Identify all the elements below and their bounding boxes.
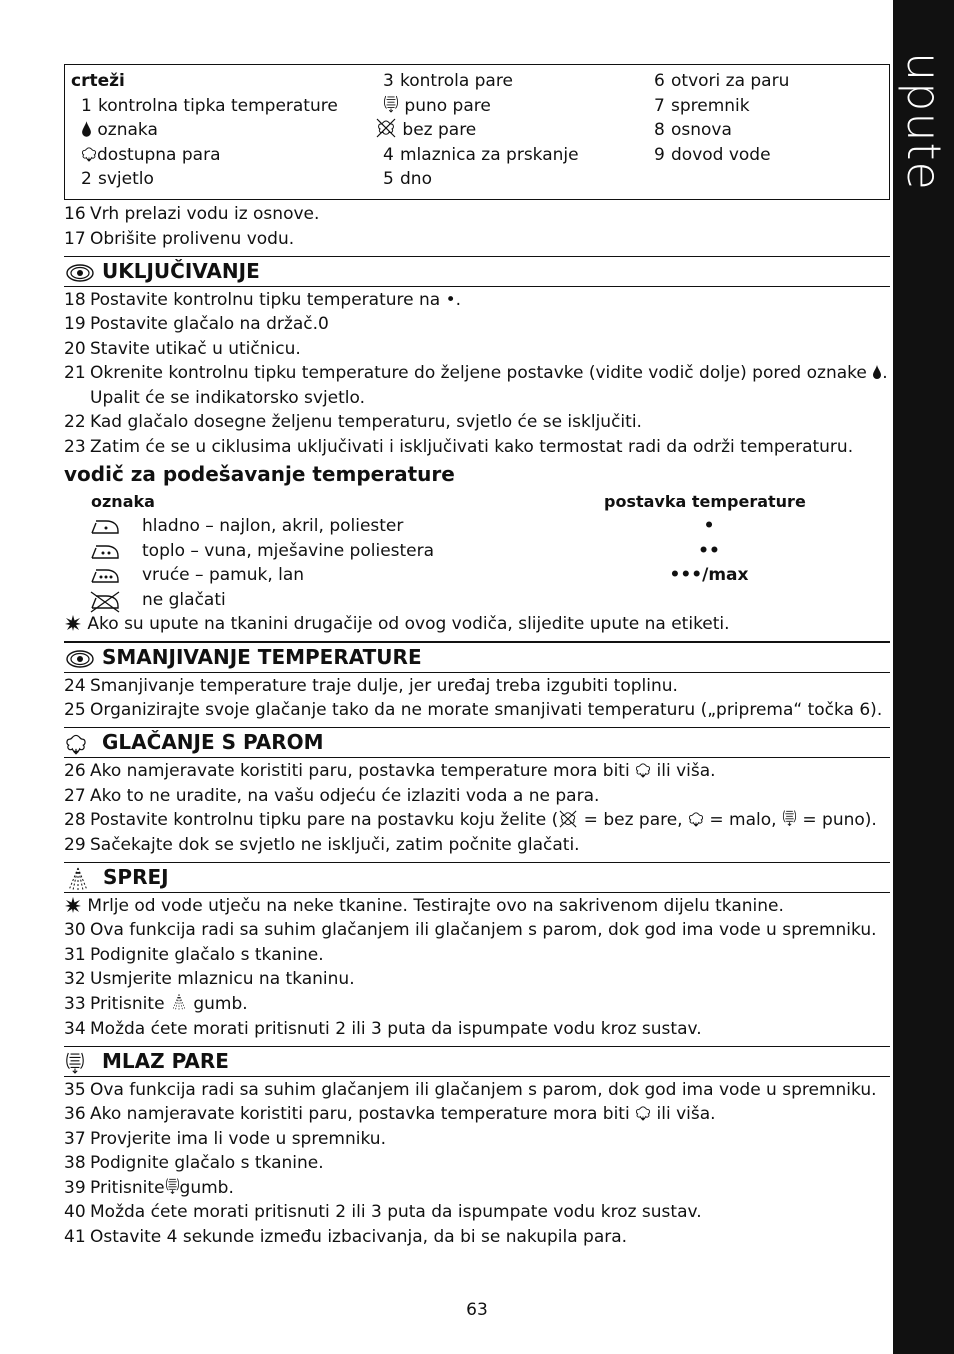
steam-icon [688,810,704,828]
no-steam-icon [558,810,578,828]
section-header-spray: SPREJ [64,862,890,893]
iron-2dot-icon [88,542,122,562]
drawings-col-2 [375,69,579,192]
no-steam-icon [375,118,397,138]
drawings-item: 3 kontrola pare [383,71,513,91]
steam-icon [81,145,97,163]
section-header-steam: GLAČANJE S PAROM [64,727,890,758]
drawings-col-3 [654,69,789,167]
section-header-switch-on: UKLJUČIVANJE [64,256,890,287]
list-item: 20 Stavite utikač u utičnicu. [64,339,301,359]
drawings-item: bez pare [375,118,579,143]
list-item: 41 Ostavite 4 sekunde između izbacivanja, da bi se nakupila para. [64,1227,628,1247]
list-item: 40 Možda ćete morati pritisnuti 2 ili 3 puta da ispumpate vodu kroz sustav. [64,1202,702,1222]
drawings-item: dostupna para [71,143,338,168]
side-tab-label: upute [897,52,951,191]
drawings-item: 7 spremnik [654,95,750,116]
list-item: 19 Postavite glačalo na držač.0 [64,314,329,334]
drawings-item: 6 otvori za paru [654,71,790,91]
steam-full-icon [383,94,399,114]
steam-icon [635,761,651,779]
drop-icon [81,120,92,138]
list-item: 22 Kad glačalo dosegne željenu temperaturu, svjetlo će se isključiti. [64,412,642,432]
guide-title: vodič za podešavanje temperature [64,462,455,486]
drawings-col-1 [71,69,338,192]
list-item: 28 Postavite kontrolnu tipku pare na postavku koju želite ( = bez pare, = malo, = puno). [64,810,877,830]
section-header-shot: MLAZ PARE [64,1046,890,1077]
guide-note: Ako su upute na tkanini drugačije od ovog vodiča, slijedite upute na etiketi. [64,612,730,637]
drawings-item: oznaka [71,118,338,143]
list-item: 33 Pritisnite gumb. [64,994,248,1014]
list-item: 27 Ako to ne uradite, na vašu odjeću će izlaziti voda a ne para. [64,786,600,806]
list-item: 30 Ova funkcija radi sa suhim glačanjem ili glačanjem s parom, dok god ima vode u spremniku. [64,920,877,940]
steam-full-icon [782,808,797,828]
list-item: 34 Možda ćete morati pritisnuti 2 ili 3 puta da ispumpate vodu kroz sustav. [64,1019,702,1039]
list-item: 31 Podignite glačalo s tkanine. [64,945,324,965]
list-item: Upalit će se indikatorsko svjetlo. [90,388,366,408]
table-row: toplo – vuna, mješavine poliestera •• [64,539,890,564]
section-note: Mrlje od vode utječu na neke tkanine. Testirajte ovo na sakrivenom dijelu tkanine. [64,894,784,919]
guide-col-label: oznaka [91,492,155,511]
drawings-item: 5 dno [383,169,432,189]
drawings-item: 9 dovod vode [654,144,771,165]
list-item: 29 Sačekajte dok se svjetlo ne isključi, zatim počnite glačati. [64,835,580,855]
drawings-title: crteži [71,71,125,91]
drawings-item: 1 kontrolna tipka temperature [81,95,338,116]
list-item: 39 Pritisnite gumb. [64,1178,234,1198]
list-item: 23 Zatim će se u ciklusima uključivati i isključivati kako termostat radi da održi temperaturu. [64,437,854,457]
table-row: vruće – pamuk, lan •••/max [64,563,890,588]
table-row: ne glačati [64,588,890,613]
iron-3dot-icon [88,566,122,586]
steam-icon [65,732,87,756]
list-item: 16 Vrh prelazi vodu iz osnove. [64,204,320,224]
list-item: 18 Postavite kontrolnu tipku temperature na •. [64,290,462,310]
page-number: 63 [466,1300,488,1320]
no-iron-icon [88,591,122,613]
list-item: 25 Organizirajte svoje glačanje tako da ne morate smanjivati temperaturu („priprema“ točka 6). [64,700,883,720]
spray-icon [170,992,188,1012]
star-icon [64,614,82,632]
side-tab [893,0,954,1354]
list-item: 32 Usmjerite mlaznicu na tkaninu. [64,969,355,989]
list-item: 26 Ako namjeravate koristiti paru, postavka temperature mora biti ili viša. [64,761,716,781]
star-icon [64,896,82,914]
steam-icon [635,1104,651,1122]
steam-full-icon [65,1050,85,1076]
guide-col-setting: postavka temperature [604,492,806,511]
list-item: 17 Obrišite prolivenu vodu. [64,229,295,249]
eye-icon [65,262,95,284]
section-header-cooling: SMANJIVANJE TEMPERATURE [64,641,890,673]
list-item: 24 Smanjivanje temperature traje dulje, jer uređaj treba izgubiti toplinu. [64,676,678,696]
table-row: hladno – najlon, akril, poliester • [64,514,890,539]
drawings-item: puno pare [375,94,579,119]
drawings-item: 4 mlaznica za prskanje [383,144,579,165]
list-item: 38 Podignite glačalo s tkanine. [64,1153,324,1173]
drawings-box [64,64,890,200]
drop-icon [872,363,882,381]
drawings-item: 8 osnova [654,120,732,140]
steam-full-icon [165,1176,180,1196]
eye-icon [65,648,95,670]
drawings-item: 2 svjetlo [81,169,154,189]
list-item: 37 Provjerite ima li vode u spremniku. [64,1129,386,1149]
list-item: 21 Okrenite kontrolnu tipku temperature do željene postavke (vidite vodič dolje) pored oznake . [64,363,888,383]
spray-icon [65,866,91,892]
list-item: 35 Ova funkcija radi sa suhim glačanjem ili glačanjem s parom, dok god ima vode u spremniku. [64,1080,877,1100]
iron-1dot-icon [88,517,122,537]
list-item: 36 Ako namjeravate koristiti paru, postavka temperature mora biti ili viša. [64,1104,716,1124]
